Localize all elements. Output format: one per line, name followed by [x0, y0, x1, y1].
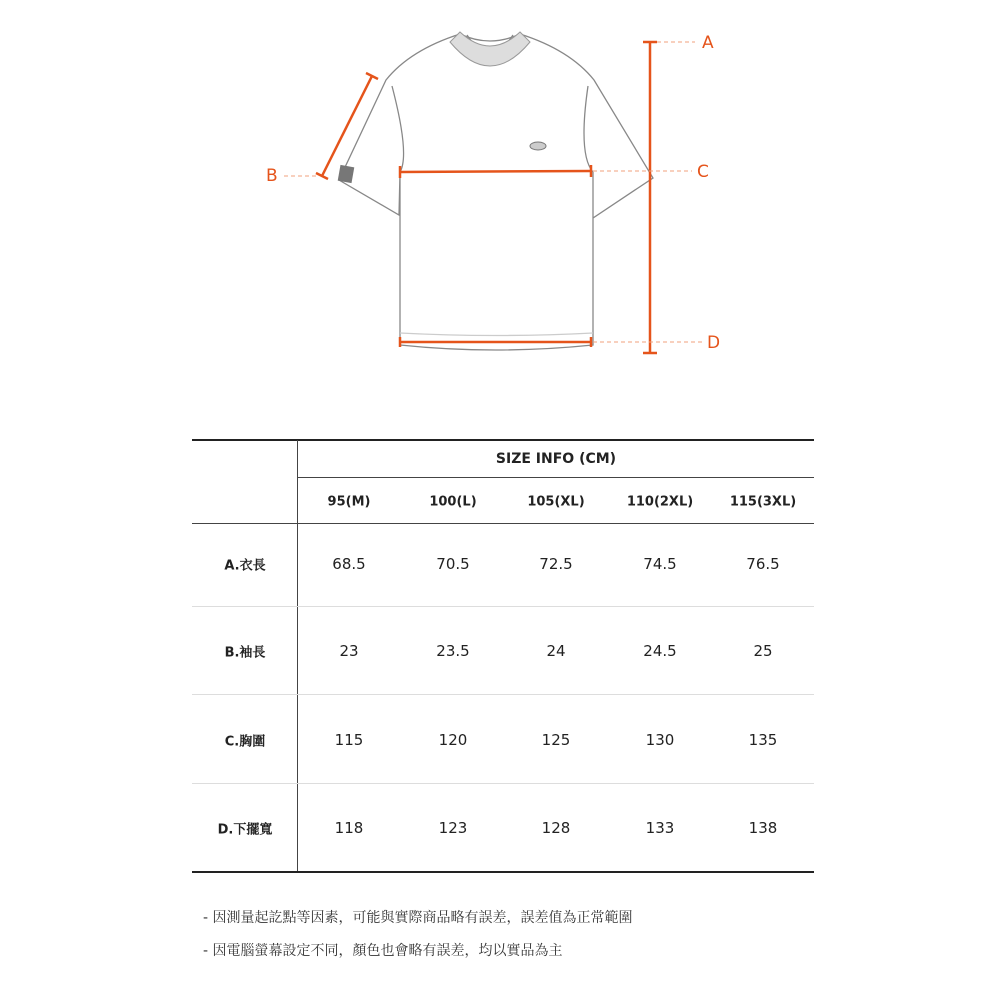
table-cell: 138	[748, 819, 778, 837]
size-header: 95(M)	[327, 494, 371, 510]
size-header: 100(L)	[429, 494, 477, 510]
table-cell: 133	[645, 819, 675, 837]
table-cell: 23	[339, 642, 359, 660]
label-b: B	[266, 166, 278, 186]
note-2: - 因電腦螢幕設定不同，顏色也會略有誤差，均以實品為主	[203, 943, 563, 959]
label-a: A	[702, 33, 714, 53]
table-cell: 23.5	[436, 642, 470, 660]
table-cell: 115	[334, 731, 364, 749]
table-cell: 25	[753, 642, 773, 660]
size-header: 110(2XL)	[626, 494, 694, 510]
label-d: D	[707, 333, 721, 353]
table-cell: 118	[334, 819, 364, 837]
table-divider	[297, 440, 298, 873]
table-cell: 68.5	[332, 555, 366, 573]
table-cell: 70.5	[436, 555, 470, 573]
table-cell: 125	[541, 731, 571, 749]
row-label: D.下擺寬	[217, 822, 273, 838]
table-cell: 123	[438, 819, 468, 837]
tshirt-outline	[339, 34, 653, 350]
row-label: A.衣長	[224, 558, 266, 574]
table-cell: 135	[748, 731, 778, 749]
size-header: 115(3XL)	[729, 494, 797, 510]
table-cell: 74.5	[643, 555, 677, 573]
guide-lines	[284, 42, 705, 342]
tshirt-diagram	[0, 0, 1000, 400]
divider	[192, 606, 814, 607]
row-label: C.胸圍	[224, 734, 266, 750]
table-cell: 24.5	[643, 642, 677, 660]
table-cell: 130	[645, 731, 675, 749]
divider	[298, 477, 814, 478]
table-cell: 72.5	[539, 555, 573, 573]
table-cell: 76.5	[746, 555, 780, 573]
table-cell: 128	[541, 819, 571, 837]
label-c: C	[697, 162, 709, 182]
row-label: B.袖長	[224, 645, 266, 661]
divider	[192, 694, 814, 695]
table-bottom-border	[192, 871, 814, 873]
divider	[192, 523, 814, 524]
table-cell: 120	[438, 731, 468, 749]
note-1: - 因測量起訖點等因素，可能與實際商品略有誤差，誤差值為正常範圍	[203, 910, 633, 926]
logo-patch	[530, 142, 546, 150]
collar-rib	[450, 32, 530, 66]
divider	[192, 783, 814, 784]
sleeve-tag	[338, 165, 355, 183]
table-title: SIZE INFO (CM)	[495, 451, 617, 467]
table-top-border	[192, 439, 814, 441]
size-header: 105(XL)	[527, 494, 585, 510]
measure-lines	[316, 42, 657, 353]
table-cell: 24	[546, 642, 566, 660]
